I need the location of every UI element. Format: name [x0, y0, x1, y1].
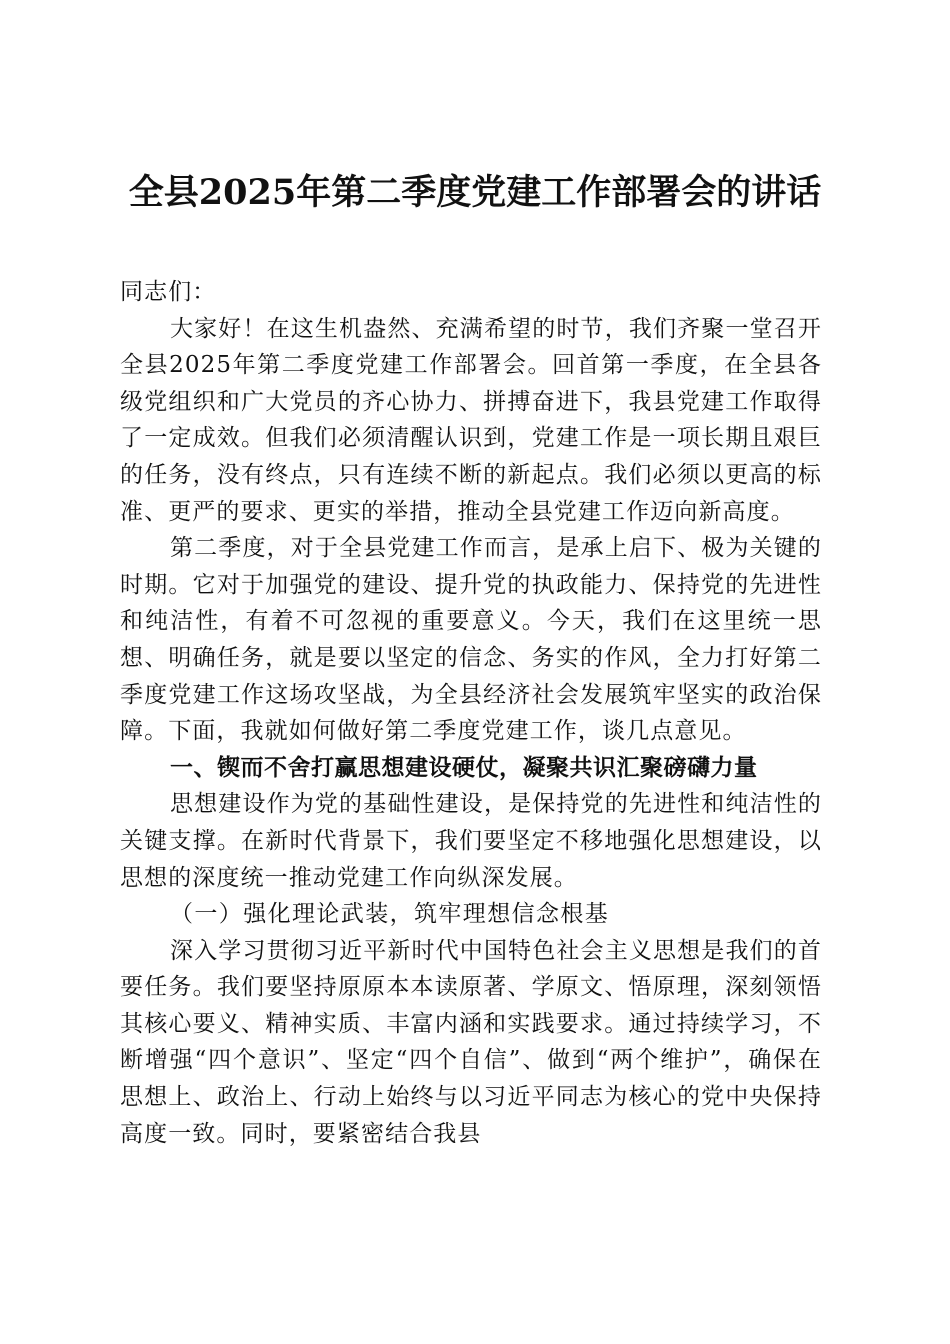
- salutation: 同志们：: [120, 279, 217, 305]
- subsection-1-text: 深入学习贯彻习近平新时代中国特色社会主义思想是我们的首要任务。我们要坚持原原本本读原著、学原文、悟原理，深刻领悟其核心要义、精神实质、丰富内涵和实践要求。通过持续学习，不断增强“四个意识”、坚定“四个自信”、做到“两个维护”，确保在思想上、政治上、行动上始终与以习近平同志为核心的党中央保持高度一致。同时，要紧密结合我县: [120, 937, 822, 1147]
- section-heading-1: 一、锲而不舍打赢思想建设硬仗，凝聚共识汇聚磅礴力量: [170, 754, 758, 781]
- subsection-heading-1: （一）强化理论武装，筑牢理想信念根基: [170, 901, 610, 928]
- paragraph-opening: 大家好！在这生机盎然、充满希望的时节，我们齐聚一堂召开全县2025年第二季度党建工作部署会。回首第一季度，在全县各级党组织和广大党员的齐心协力、拼搏奋进下，我县党建工作取得了一定成效。但我们必须清醒认识到，党建工作是一项长期且艰巨的任务，没有终点，只有连续不断的新起点。我们必须以更高的标准、更严的要求、更实的举措，推动全县党建工作迈向新高度。: [120, 315, 822, 525]
- paragraph-second-quarter: 第二季度，对于全县党建工作而言，是承上启下、极为关键的时期。它对于加强党的建设、提升党的执政能力、保持党的先进性和纯洁性，有着不可忽视的重要意义。今天，我们在这里统一思想、明确任务，就是要以坚定的信念、务实的作风，全力打好第二季度党建工作这场攻坚战，为全县经济社会发展筑牢坚实的政治保障。下面，我就如何做好第二季度党建工作，谈几点意见。: [120, 535, 822, 745]
- document-title: 全县2025年第二季度党建工作部署会的讲话: [128, 172, 822, 213]
- document-body: [120, 274, 822, 1152]
- section-1-intro: 思想建设作为党的基础性建设，是保持党的先进性和纯洁性的关键支撑。在新时代背景下，我们要坚定不移地强化思想建设，以思想的深度统一推动党建工作向纵深发展。: [120, 791, 822, 891]
